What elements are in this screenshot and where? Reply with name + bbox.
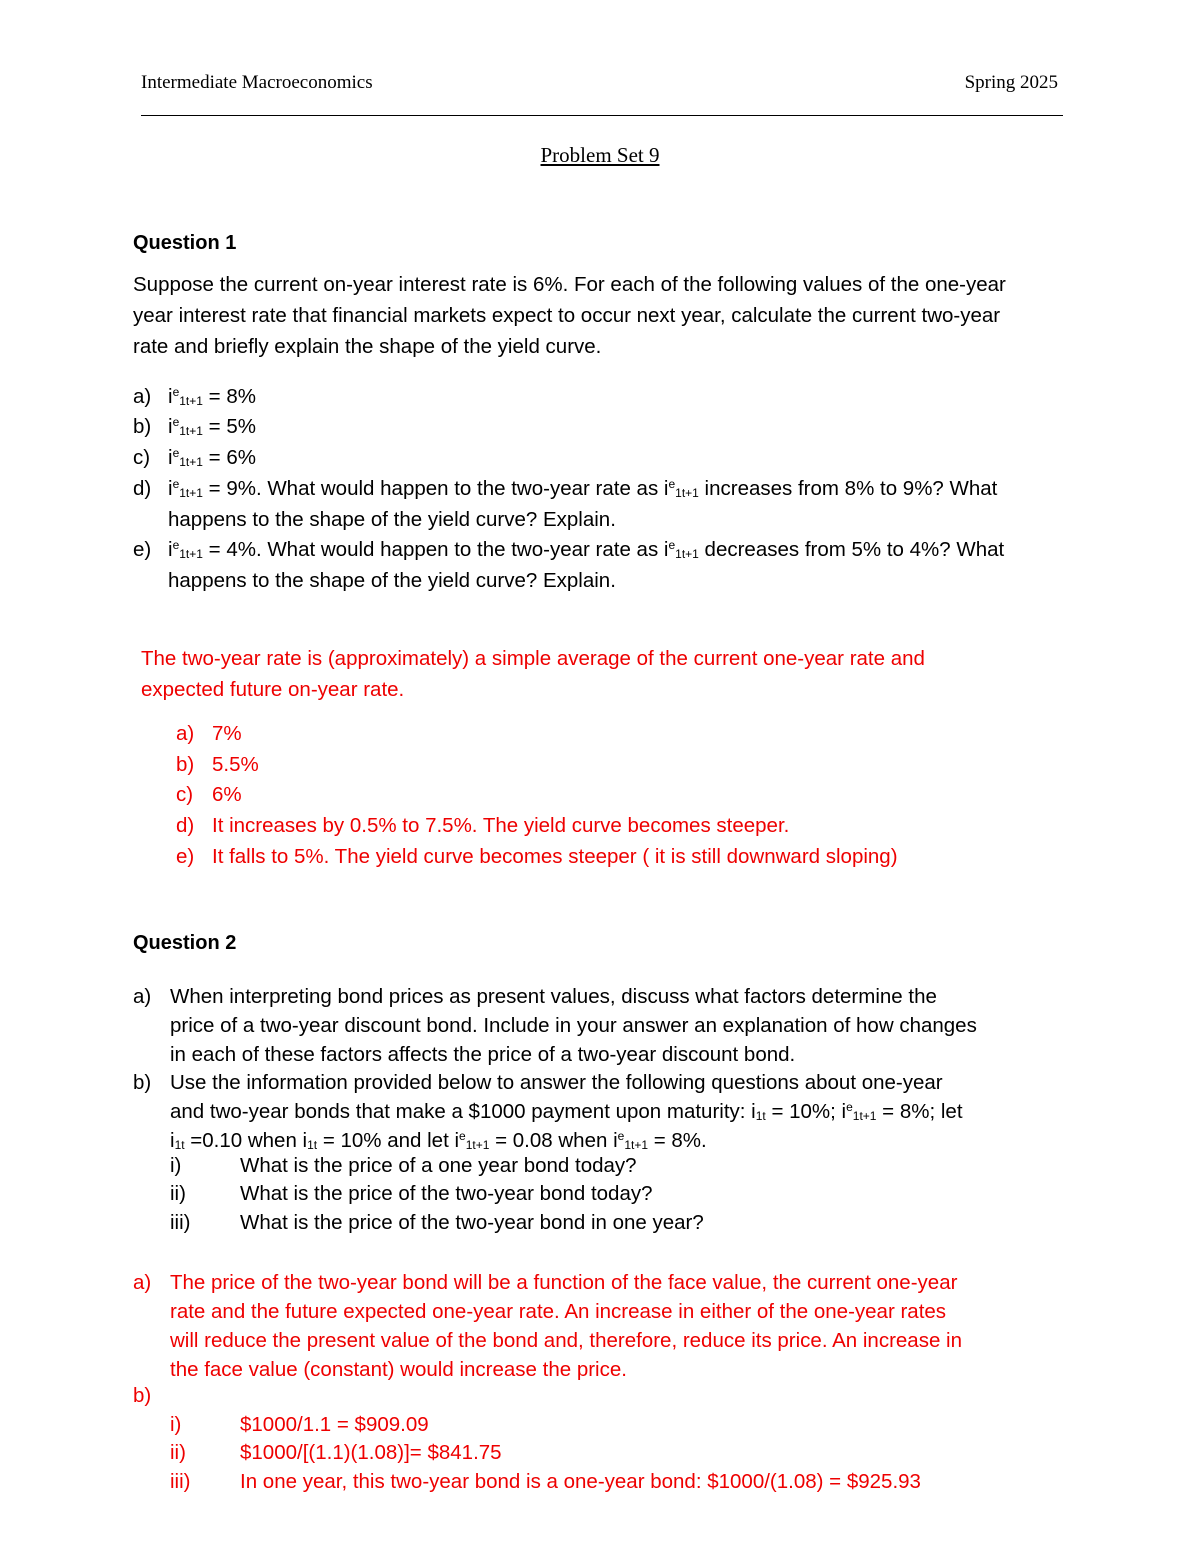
document-page: Intermediate Macroeconomics Spring 2025 Problem Set 9 Question 1 Suppose the current on-year interest rate is 6%. For each of the following values of the one-year year interest rate that financial markets expect to occur next year, calculate the current two-year rate and briefly explain the shape of the yield curve. a) $i^e_{1t+1} = 8\%$ b) $i^e_{1t+1} = 5\%$ c) $i^e_{1t+1} = 6\%$ d) $i^e_{1t+1} = 9\%$. What would happen to the two-year rate as $i^e_{1t+1}$ increases from 8% to 9%? What happens to the shape of the yield curve? Explain. e) $i^e_{1t+1} = 4\%$. What would happen to the two-year rate as $i^e_{1t+1}$ decreases from 5% to 4%? What happens to the shape of the yield curve? Explain. The two-year rate is (approximately) a simple average of the current one-year rate and expected future on-year rate. a) 7% b) 5.5% c) 6% d) It increases by 0.5% to 7.5%. The yield curve becomes steeper. e) It falls to 5%. The yield curve becomes steeper ( it is still downward sloping) Question 2 a) When interpreting bond prices as present values, discuss what factors determine the price of a two-year discount bond. Include in your answer an explanation of how changes in each of these factors affects the price of a two-year discount bond. b) Use the information provided below to answer the following questions about one-year and two-year bonds that make a $1000 payment upon maturity: $i_{1t} = 10\%$; $i^e_{1t+1} = 8\%$; let $i_{1t} =0.10$ when $i_{1t} = 10\%$ and let $i^e_{1t+1} = 0.08$ when $i^e_{1t+1} = 8\%$. i) What is the price of a one year bond today? ii) What is the price of the two-year bond today? iii) What is the price of the two-year bond in one year? a) The price of the two-year bond will be a function of the face value, the current one-year rate and the future expected one-year rate. An increase in either of the one-year rates will reduce the present value of the bond and, therefore, reduce its price. An increase in the face value (constant) would increase the price. b) i) $1000/1.1 = $909.09 ii) $1000/[(1.1)(1.08)]= $841.75 iii) In one year, this two-year bond is a one-year bond: $1000/(1.08) = $925.93 <box>0 0 1200 1553</box>
item-marker: d) <box>133 477 152 500</box>
prompt-line: rate and briefly explain the shape of the yield curve. <box>133 335 602 358</box>
answer-line: The two-year rate is (approximately) a simple average of the current one-year rate and <box>141 647 925 670</box>
course-name: Intermediate Macroeconomics <box>141 72 373 93</box>
question-1-prompt <box>133 269 1063 362</box>
prompt-line: year interest rate that financial markets expect to occur next year, calculate the current two-year <box>133 304 1001 327</box>
q1-answer-intro <box>141 643 1071 705</box>
item-marker: b) <box>133 415 152 438</box>
item-marker: a) <box>133 385 152 408</box>
header-rule <box>141 115 1063 116</box>
page-title <box>0 143 1200 168</box>
page-title-text: Problem Set 9 <box>540 143 660 167</box>
prompt-line: Suppose the current on-year interest rate is 6%. For each of the following values of the one-year <box>133 273 1006 296</box>
question-2-heading: Question 2 <box>133 932 237 954</box>
q2-answer-b-marker: b) <box>133 1384 152 1407</box>
question-1-heading: Question 1 <box>133 232 237 254</box>
item-marker: e) <box>133 538 152 561</box>
answer-line: expected future on-year rate. <box>141 678 405 701</box>
term: Spring 2025 <box>964 72 1058 93</box>
item-marker: c) <box>133 446 151 469</box>
